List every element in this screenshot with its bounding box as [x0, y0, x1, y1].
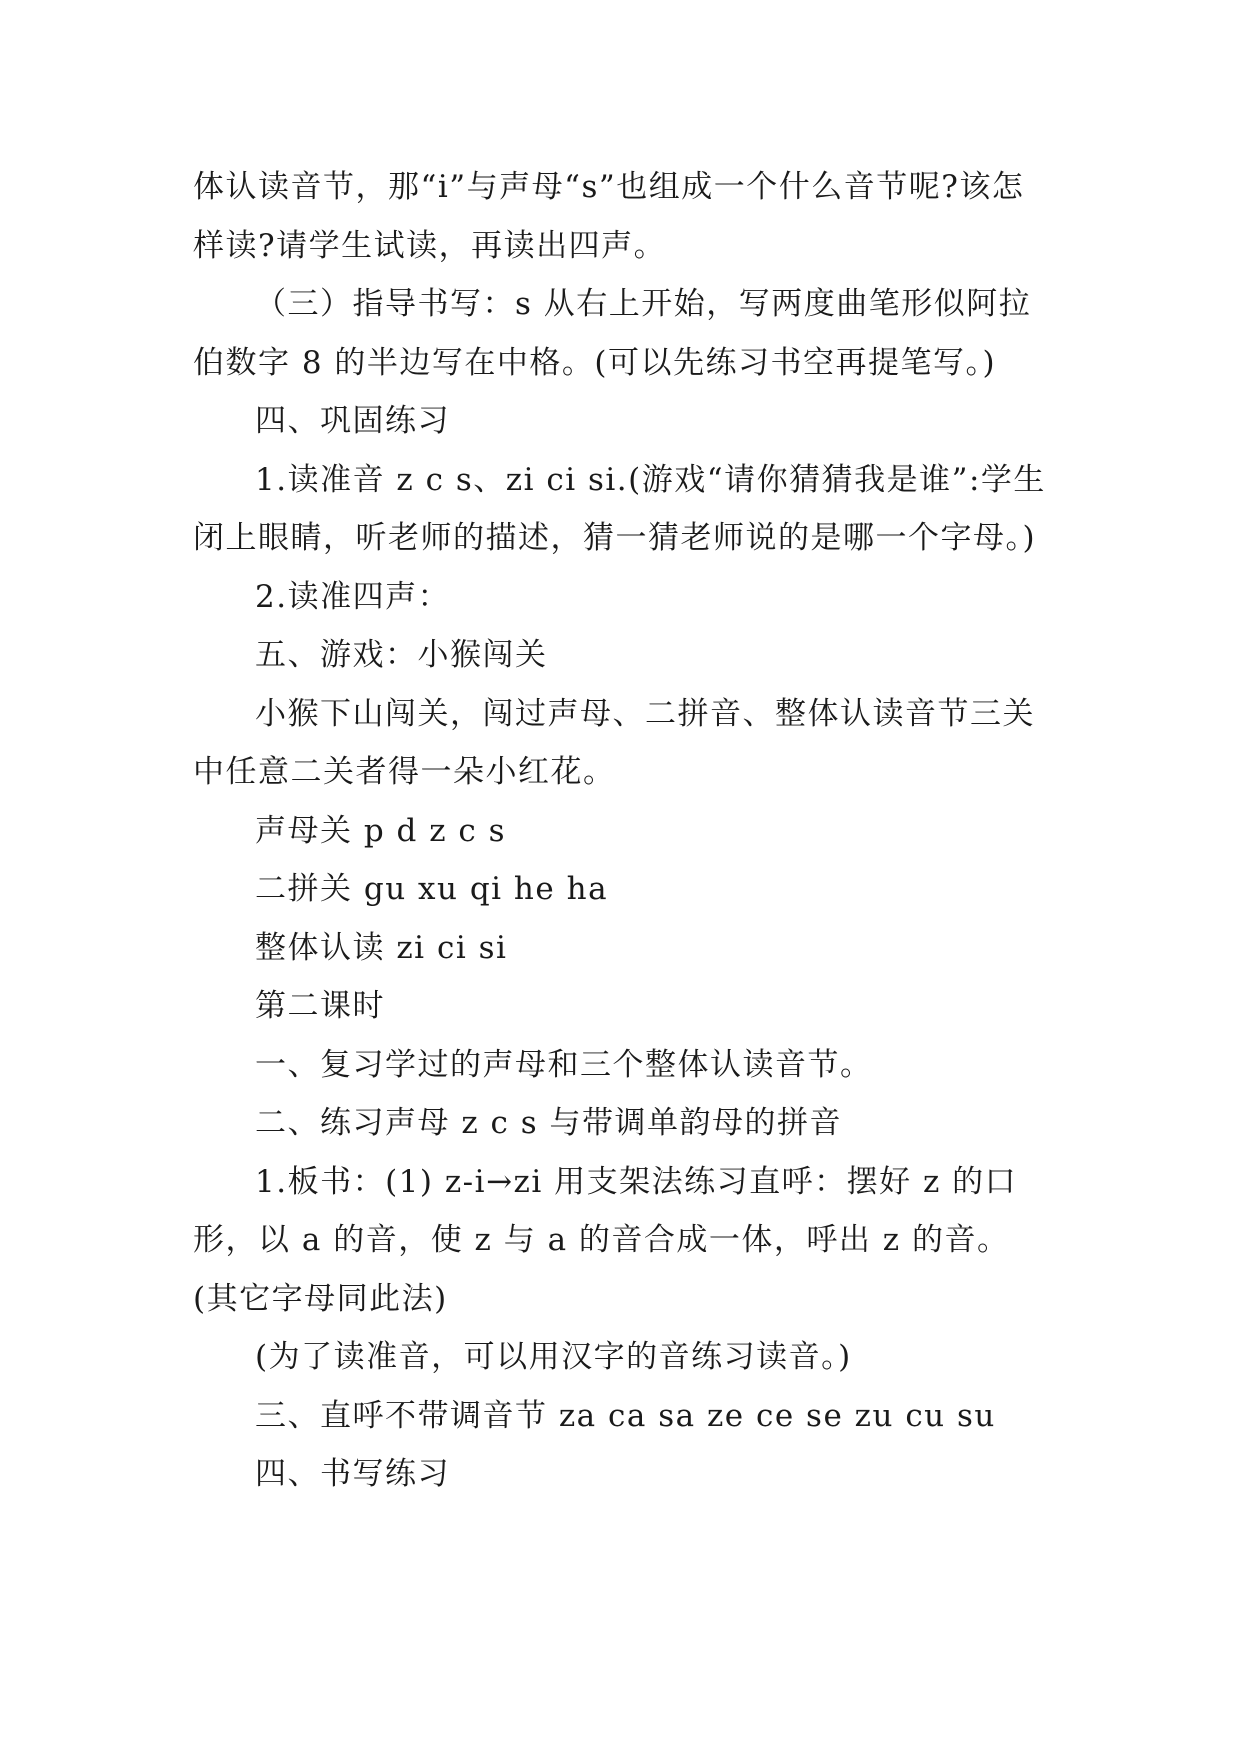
paragraph-12: 一、复习学过的声母和三个整体认读音节。 [255, 1046, 873, 1083]
paragraph-3: 四、巩固练习 [255, 403, 450, 439]
paragraph-1: 体认读音节，那“i”与声母“s”也组成一个什么音节呢?该怎样读?请学生试读，再读出四声。 [193, 169, 1025, 264]
paragraph-7: 小猴下山闯关，闯过声母、二拼音、整体认读音节三关中任意二关者得一朵小红花。 [193, 695, 1035, 790]
paragraph-6: 五、游戏：小猴闯关 [255, 637, 548, 673]
paragraph-9: 二拼关 gu xu qi he ha [255, 871, 609, 907]
paragraph-17: 四、书写练习 [255, 1456, 450, 1492]
document-body [193, 158, 1053, 1504]
paragraph-15: (为了读准音，可以用汉字的音练习读音。) [255, 1339, 852, 1375]
paragraph-14: 1.板书：(1) z-i→zi 用支架法练习直呼：摆好 z 的口形，以 a 的音，使 z 与 a 的音合成一体，呼出 z 的音。(其它字母同此法) [193, 1163, 1018, 1317]
paragraph-8: 声母关 p d z c s [255, 812, 507, 849]
paragraph-5: 2.读准四声： [255, 578, 451, 615]
paragraph-16: 三、直呼不带调音节 za ca sa ze ce se zu cu su [255, 1397, 996, 1434]
paragraph-4: 1.读准音 z c s、zi ci si.(游戏“请你猜猜我是谁”:学生闭上眼睛，听老师的描述，猜一猜老师说的是哪一个字母。) [193, 461, 1046, 556]
paragraph-11: 第二课时 [255, 988, 385, 1024]
paragraph-2: （三）指导书写：s 从右上开始，写两度曲笔形似阿拉伯数字 8 的半边写在中格。(可以先练习书空再提笔写。) [193, 286, 1032, 381]
paragraph-13: 二、练习声母 z c s 与带调单韵母的拼音 [255, 1105, 843, 1141]
paragraph-10: 整体认读 zi ci si [255, 929, 508, 966]
